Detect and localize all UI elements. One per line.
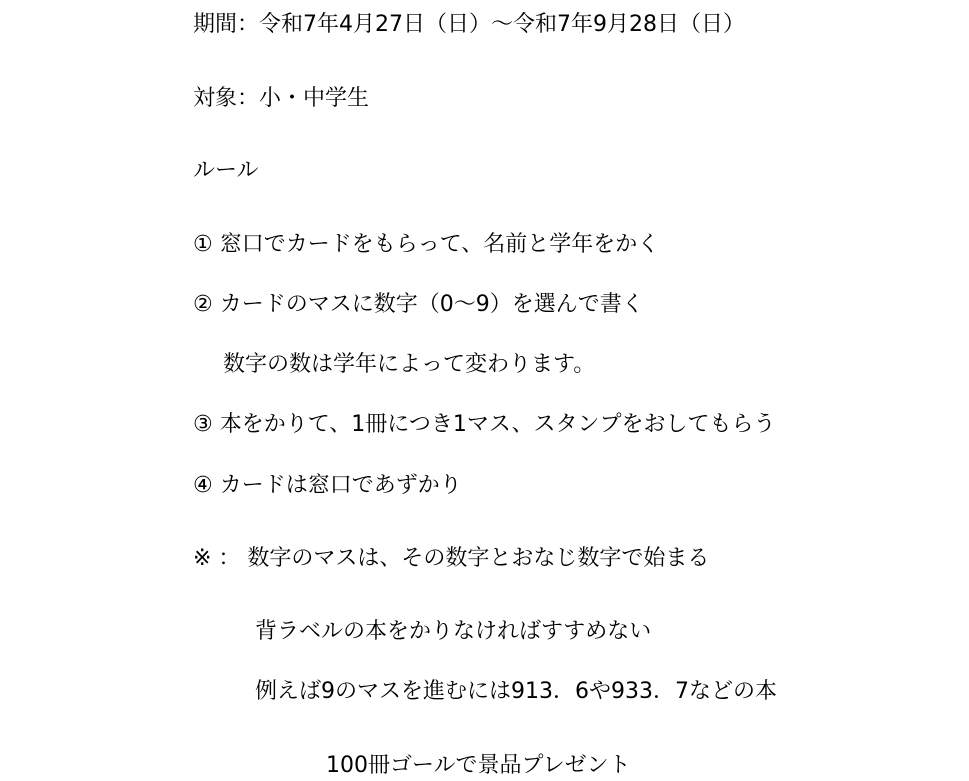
- note-line-2: 背ラベルの本をかりなければすすめない: [255, 619, 652, 644]
- goal-text: 100冊ゴールで景品プレゼント: [326, 753, 631, 778]
- rule-item-2: ② カードのマスに数字（0～9）を選んで書く: [193, 292, 644, 317]
- rule-item-1: ① 窓口でカードをもらって、名前と学年をかく: [193, 232, 660, 257]
- target-text: 対象：小・中学生: [193, 86, 370, 111]
- rule-item-3: ③ 本をかりて、1冊につき1マス、スタンプをおしてもらう: [193, 412, 776, 437]
- note-line-1: ※ ： 数字のマスは、その数字とおなじ数字で始まる: [193, 546, 710, 571]
- rules-heading: ルール: [193, 158, 259, 183]
- note-line-3: 例えば9のマスを進むには913．6や933．7などの本: [255, 679, 777, 704]
- period-text: 期間：令和7年4月27日（日）～令和7年9月28日（日）: [193, 12, 745, 37]
- rule-item-4: ④ カードは窓口であずかり: [193, 473, 462, 498]
- rule-item-2-note: 数字の数は学年によって変わります。: [223, 352, 596, 377]
